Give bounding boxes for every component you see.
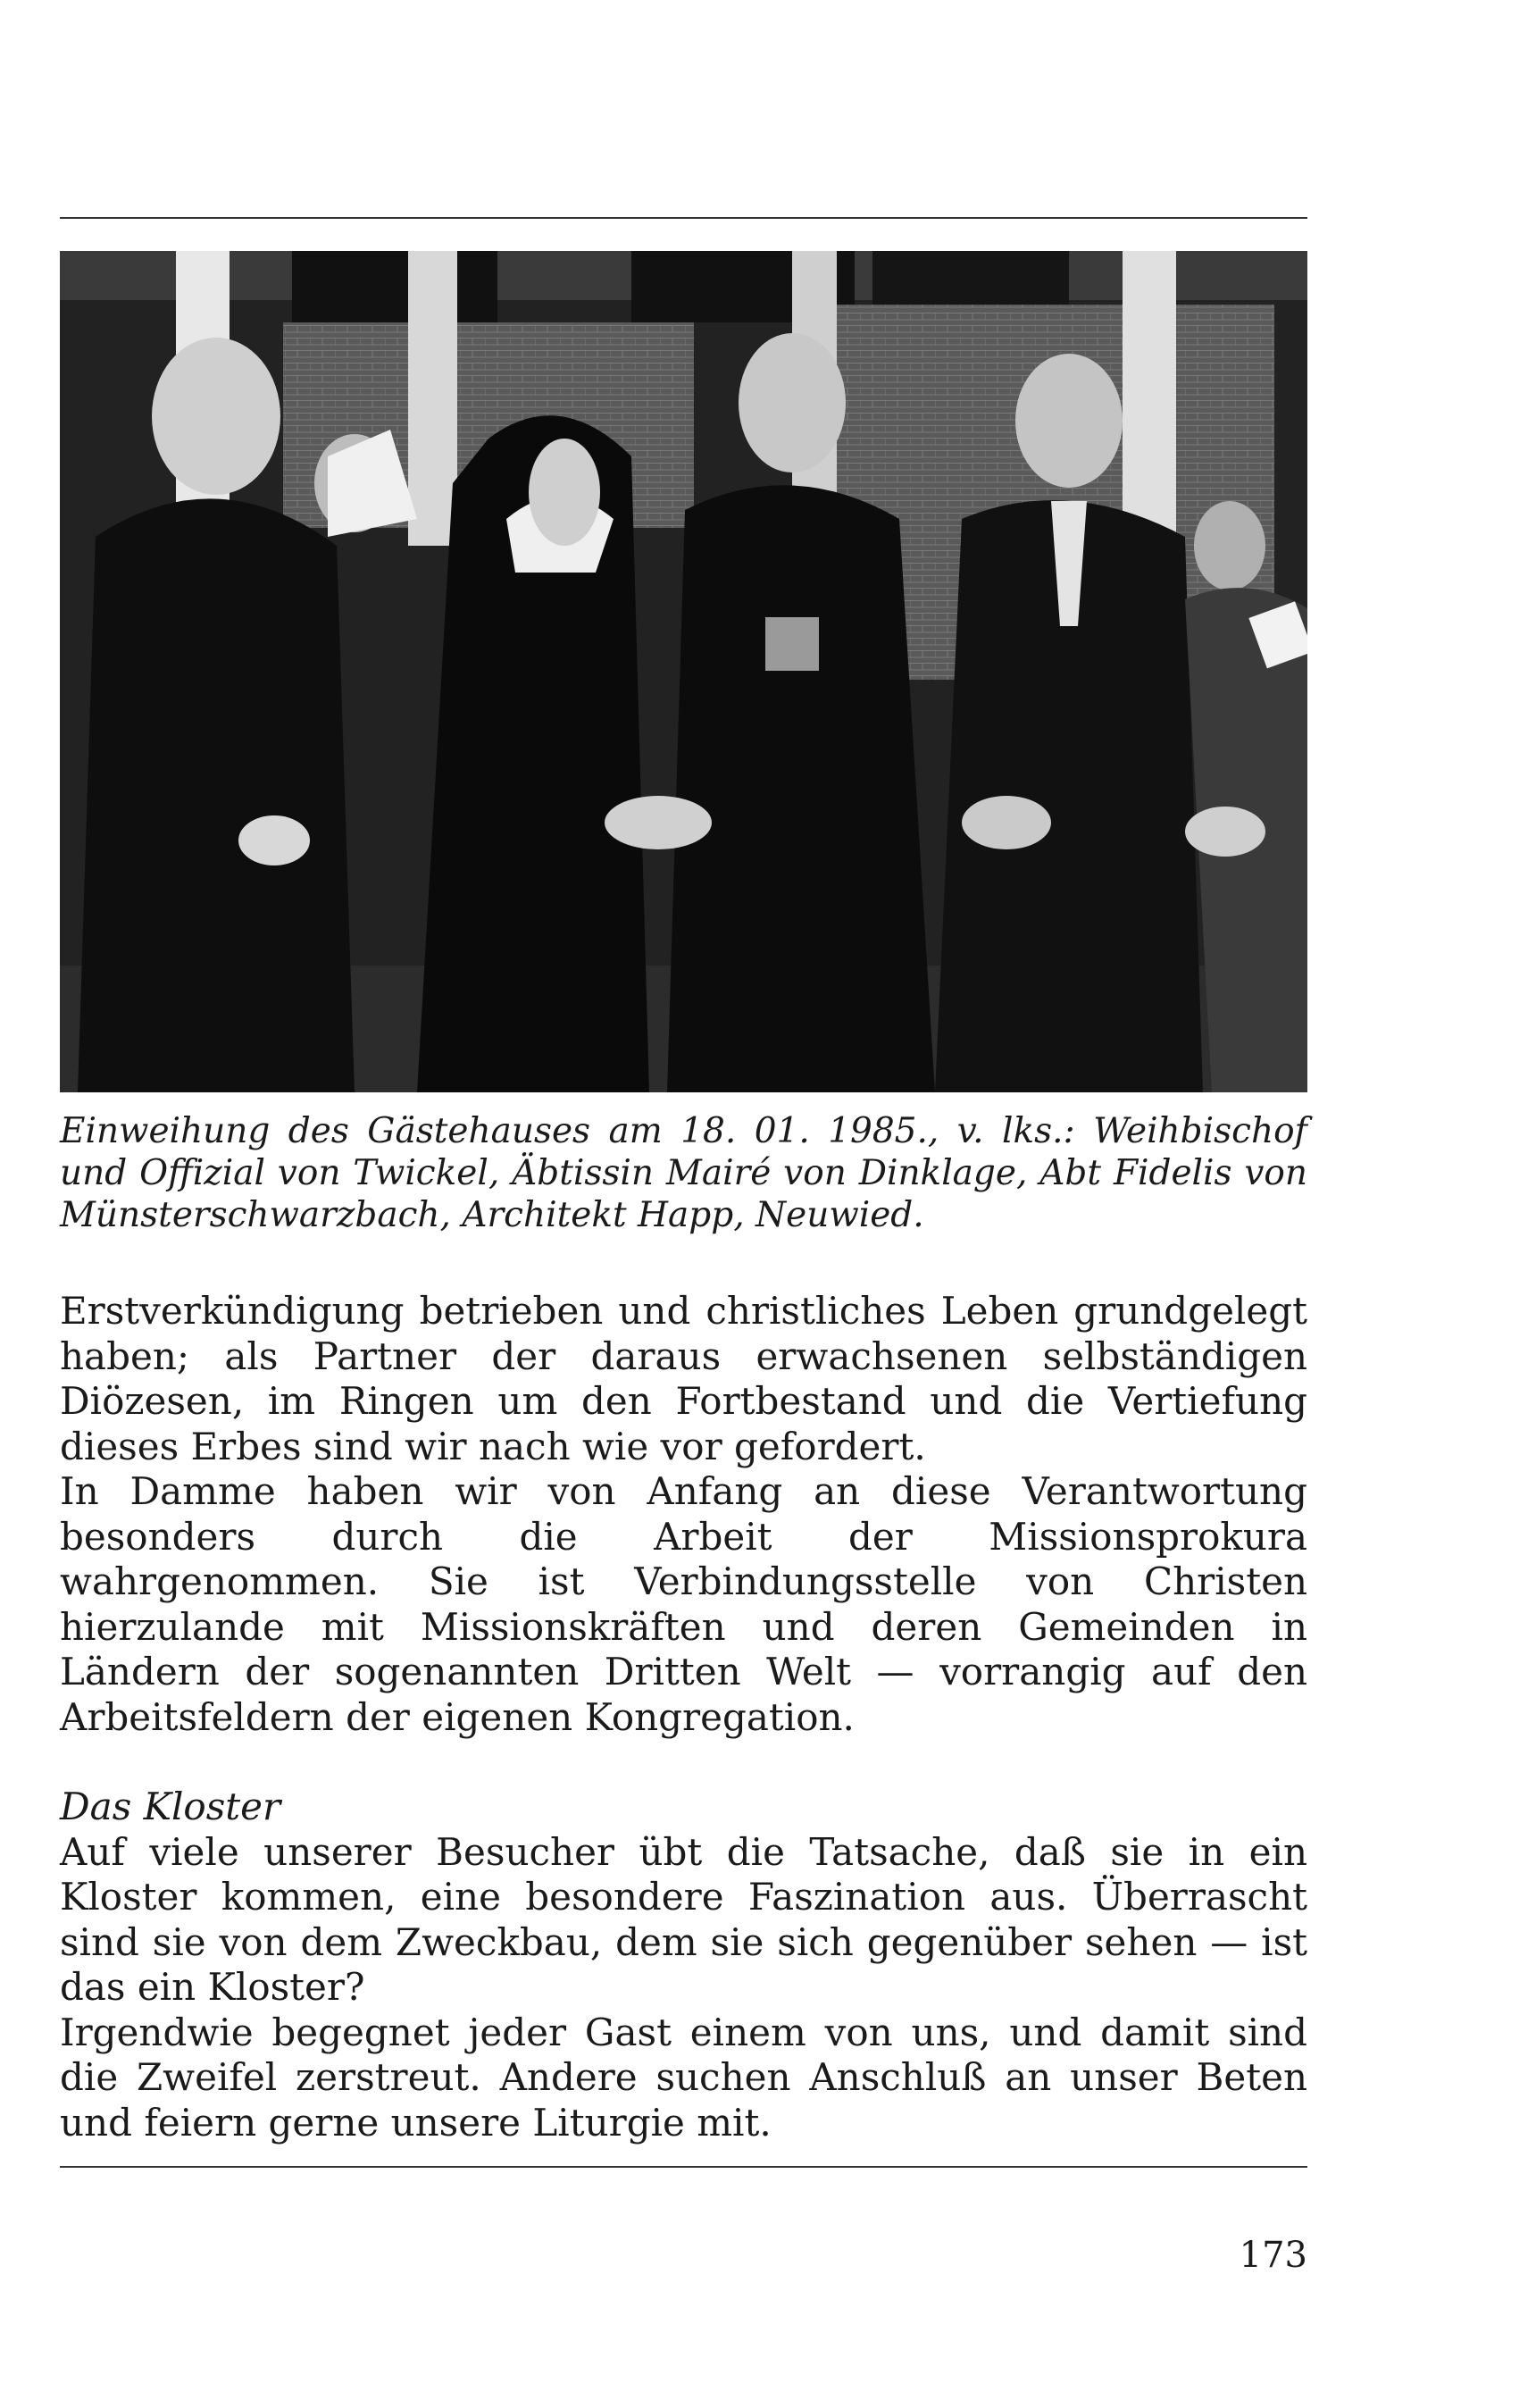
photograph-icon	[60, 251, 1307, 1092]
section-heading: Das Kloster	[60, 1785, 281, 1828]
top-rule	[60, 217, 1307, 219]
paragraph: Erstverkündigung betrieben und christliches Leben grundgelegt haben; als Partner der daraus erwachsenen selbständigen Diözesen, im Ringen um den Fortbestand und die Vertiefung dieses Erbes sind wir nach wie vor gefordert.	[60, 1289, 1307, 1468]
bottom-rule	[60, 2166, 1307, 2168]
page-number: 173	[1239, 2235, 1307, 2276]
body-text	[60, 1289, 1307, 2145]
paragraph: In Damme haben wir von Anfang an diese Verantwortung besonders durch die Arbeit der Missionsprokura wahrgenommen. Sie ist Verbindungsstelle von Christen hierzulande mit Missionskräften und deren Gemeinden in Ländern der sogenannten Dritten Welt — vorrangig auf den Arbeitsfeldern der eigenen Kongregation.	[60, 1469, 1307, 1739]
photo-caption: Einweihung des Gästehauses am 18. 01. 1985., v. lks.: Weihbischof und Offizial von Twickel, Äbtissin Mairé von Dinklage, Abt Fidelis von Münsterschwarzbach, Architekt Happ, Neuwied.	[60, 1111, 1307, 1235]
paragraph: Irgendwie begegnet jeder Gast einem von uns, und damit sind die Zweifel zerstreut. Andere suchen Anschluß an unser Beten und feiern gerne unsere Liturgie mit.	[60, 2010, 1307, 2145]
event-photograph	[60, 251, 1307, 1092]
paragraph: Auf viele unserer Besucher übt die Tatsache, daß sie in ein Kloster kommen, eine besondere Faszination aus. Überrascht sind sie von dem Zweckbau, dem sie sich gegenüber sehen — ist das ein Kloster?	[60, 1829, 1307, 2009]
